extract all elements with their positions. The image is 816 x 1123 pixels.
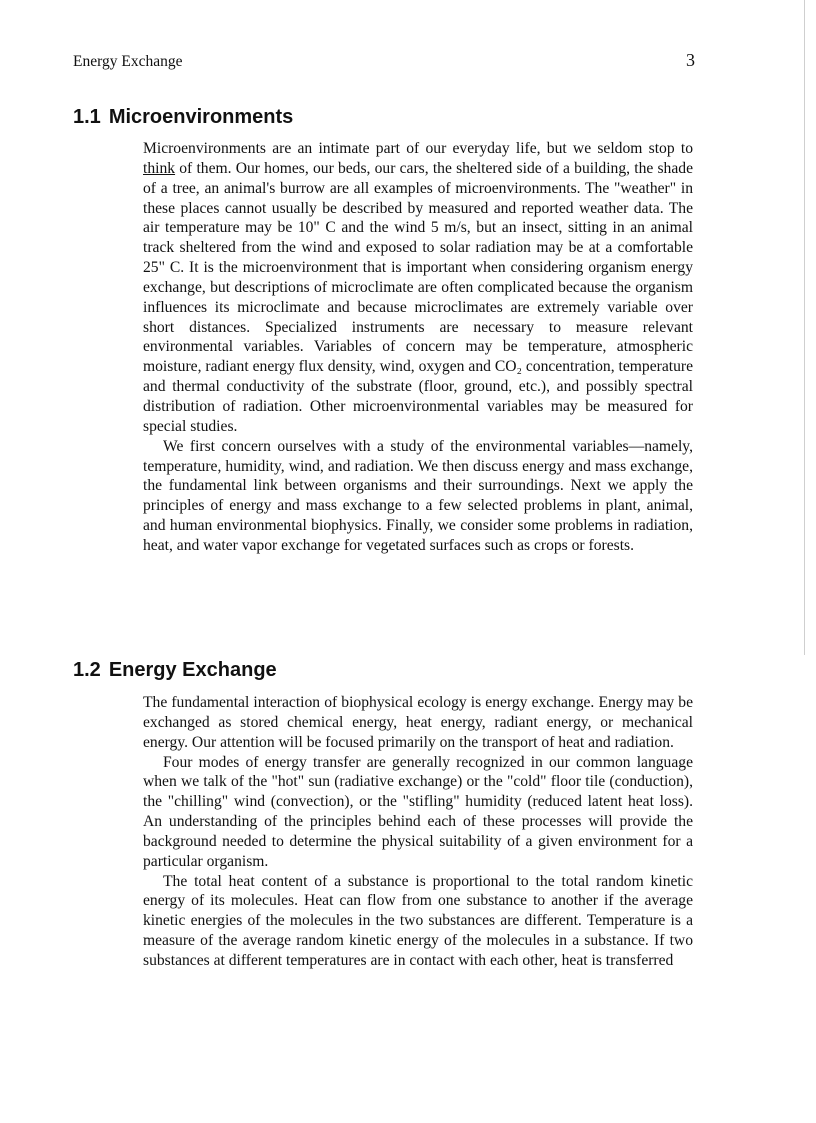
section-heading-microenvironments: [73, 106, 293, 129]
paragraph: The total heat content of a substance is proportional to the total random kinetic energy of its molecules. Heat can flow from one substance to another if the average kinetic energies of the molecules in the two substances are different. Temperature is a measure of the average random kinetic energy of the molecules in a substance. If two substances at different temperatures are in contact with each other, heat is transferred: [143, 872, 693, 969]
section-number: 1.2: [73, 659, 101, 681]
page-number: 3: [686, 50, 695, 70]
section-number: 1.1: [73, 106, 101, 128]
paragraph: [143, 139, 693, 437]
section-body-microenvironments: [143, 139, 693, 556]
running-title: Energy Exchange: [73, 53, 183, 70]
underlined-word: think: [143, 159, 176, 177]
running-header: [73, 50, 695, 71]
section-title: Energy Exchange: [108, 659, 277, 681]
section-title: Microenvironments: [108, 106, 294, 128]
section-body-energy-exchange: [143, 693, 693, 971]
paragraph: The fundamental interaction of biophysical ecology is energy exchange. Energy may be exchanged as stored chemical energy, heat energy, radiant energy, or mechanical energy. Our attention will be focused primarily on the transport of heat and radiation.: [143, 694, 693, 751]
paragraph: Four modes of energy transfer are generally recognized in our common language when we talk of the "hot" sun (radiative exchange) or the "cold" floor tile (conduction), the "chilling" wind (convection), or the "stifling" humidity (reduced latent heat loss). An understanding of the principles behind each of these processes will provide the background needed to determine the physical suitability of a given environment for a particular organism.: [143, 753, 693, 870]
paragraph-text: of them. Our homes, our beds, our cars, the sheltered side of a building, the shade of a tree, an animal's burrow are all examples of microenvironments. The "weather" in these places cannot usually be described by measured and reported weather data. The air temperature may be 10" C and the wind 5 m/s, but an insect, sitting in an animal track sheltered from the wind and exposed to solar radiation may be at a comfortable 25" C. It is the microenvironment that is important when considering organism energy exchange, but descriptions of microclimate are often complicated because the organism influences its microclimate and because microclimates are extremely variable over short distances. Specialized instruments are necessary to measure relevant environmental variables. Variables of concern may be temperature, atmospheric moisture, radiant energy flux density, wind, oxygen and CO₂ concentration, temperature and thermal conductivity of the substrate (floor, ground, etc.), and possibly spectral distribution of radiation. Other microenvironmental variables may be measured for special studies.: [143, 159, 693, 435]
paragraph-text: Microenvironments are an intimate part of our everyday life, but we seldom stop to: [143, 140, 693, 157]
section-heading-energy-exchange: [73, 659, 277, 682]
paragraph: We first concern ourselves with a study of the environmental variables—namely, temperature, humidity, wind, and radiation. We then discuss energy and mass exchange, the fundamental link between organisms and their surroundings. Next we apply the principles of energy and mass exchange to a few selected problems in plant, animal, and human environmental biophysics. Finally, we consider some problems in radiation, heat, and water vapor exchange for vegetated surfaces such as crops or forests.: [143, 437, 693, 554]
page-edge-line: [804, 0, 805, 655]
